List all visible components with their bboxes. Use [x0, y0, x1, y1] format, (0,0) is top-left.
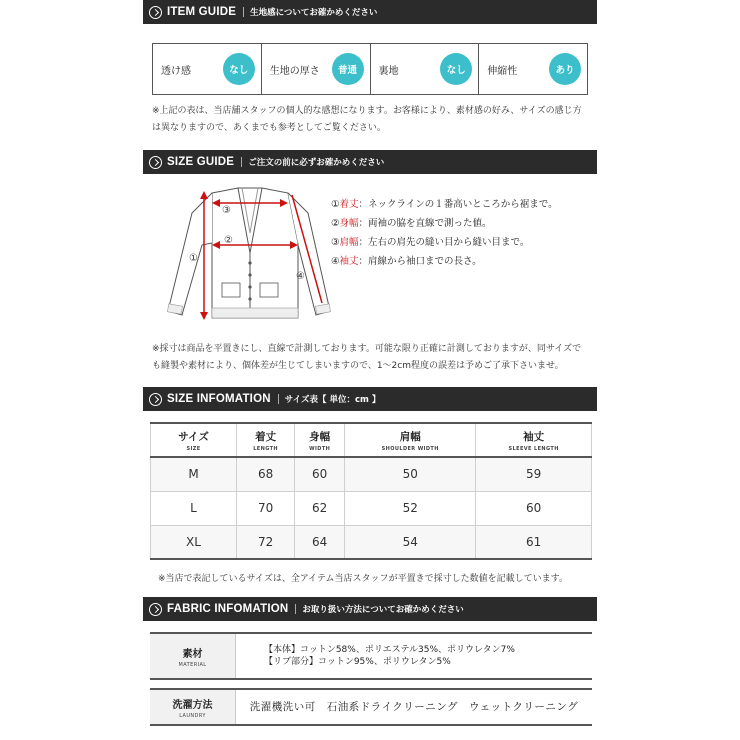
- header-shoulder: 肩幅 SHOULDER WIDTH: [345, 423, 476, 457]
- divider: [243, 7, 244, 17]
- table-cell: 60: [476, 491, 592, 525]
- size-table: [150, 422, 592, 560]
- header-length: 着丈 LENGTH: [237, 423, 295, 457]
- laundry-key: 洗濯方法 LAUNDRY: [150, 690, 236, 724]
- table-cell: 54: [345, 525, 476, 559]
- size-info-note: ※当店で表記しているサイズは、全アイテム当店スタッフが平置きで採寸した数値を記載しています。: [158, 574, 568, 584]
- table-cell: XL: [151, 525, 237, 559]
- guide-cell-lining: [371, 44, 480, 94]
- guide-cell-thickness: [262, 44, 371, 94]
- guide-badge: なし: [223, 53, 255, 85]
- guide-badge: 普通: [332, 53, 364, 85]
- marker-3: ③: [222, 205, 231, 216]
- item-guide-header: [143, 0, 597, 24]
- table-cell: L: [151, 491, 237, 525]
- size-guide-header: [143, 150, 597, 174]
- chevron-right-icon: [149, 156, 162, 169]
- material-key: 素材 MATERIAL: [150, 634, 236, 678]
- table-cell: 72: [237, 525, 295, 559]
- section-subtitle: ご注文の前に必ずお確かめください: [248, 158, 385, 168]
- chevron-right-icon: [149, 6, 162, 19]
- table-cell: 61: [476, 525, 592, 559]
- table-header-row: [151, 423, 592, 457]
- header-size: サイズ SIZE: [151, 423, 237, 457]
- note-line: ※採寸は商品を平置きにし、直線で計測しております。可能な限り正確に計測しておりますが、同サイズで: [152, 344, 582, 354]
- guide-label: 裏地: [378, 65, 399, 77]
- divider: [295, 604, 296, 614]
- header-sleeve: 袖丈 SLEEVE LENGTH: [476, 423, 592, 457]
- measurement-item: ②身幅：両袖の脇を直線で測った値。: [331, 218, 492, 229]
- marker-4: ④: [296, 271, 305, 282]
- fabric-info-header: [143, 597, 597, 621]
- guide-badge: なし: [440, 53, 472, 85]
- laundry-value: 洗濯機洗い可 石油系ドライクリーニング ウェットクリーニング: [249, 701, 579, 713]
- note-line: も縫製や素材により、個体差が生じてしまいますので、1〜2cm程度の誤差は予めご了承下さいませ。: [152, 361, 564, 371]
- guide-label: 生地の厚さ: [269, 65, 320, 77]
- section-subtitle: 生地感についてお確かめください: [250, 8, 378, 18]
- measurement-item: ③肩幅：左右の肩先の縫い目から縫い目まで。: [331, 237, 530, 248]
- material-row: [150, 632, 592, 680]
- section-subtitle: お取り扱い方法についてお確かめください: [302, 605, 464, 615]
- cardigan-illustration: [160, 183, 340, 333]
- divider: [241, 157, 242, 167]
- guide-cell-transparency: [153, 44, 262, 94]
- section-title: SIZE INFOMATION: [167, 393, 271, 405]
- measurement-item: ①着丈：ネックラインの１番高いところから裾まで。: [331, 199, 558, 210]
- table-cell: 59: [476, 457, 592, 491]
- table-cell: 68: [237, 457, 295, 491]
- table-row: [151, 525, 592, 559]
- chevron-right-icon: [149, 603, 162, 616]
- divider: [278, 394, 279, 404]
- item-guide-table: [152, 43, 588, 95]
- measurement-item: ④袖丈：肩線から袖口までの長さ。: [331, 256, 482, 267]
- header-width: 身幅 WIDTH: [295, 423, 345, 457]
- section-title: SIZE GUIDE: [167, 156, 235, 168]
- table-cell: 64: [295, 525, 345, 559]
- guide-cell-stretch: [479, 44, 587, 94]
- guide-label: 伸縮性: [487, 65, 518, 77]
- guide-badge: あり: [549, 53, 581, 85]
- marker-2: ②: [224, 235, 233, 246]
- table-cell: 70: [237, 491, 295, 525]
- table-cell: 62: [295, 491, 345, 525]
- size-guide-note: [152, 341, 592, 375]
- table-cell: 60: [295, 457, 345, 491]
- table-cell: M: [151, 457, 237, 491]
- chevron-right-icon: [149, 393, 162, 406]
- material-value: 【本体】コットン58%、ポリエステル35%、ポリウレタン7% 【リブ部分】コットン95%、ポリウレタン5%: [264, 645, 515, 667]
- measurement-list: [331, 195, 558, 271]
- table-cell: 52: [345, 491, 476, 525]
- guide-label: 透け感: [161, 65, 191, 77]
- table-row: [151, 457, 592, 491]
- table-row: [151, 491, 592, 525]
- section-title: FABRIC INFOMATION: [167, 603, 289, 615]
- note-line: ※上記の表は、当店舗スタッフの個人的な感想になります。お客様により、素材感の好み、サイズの感じ方: [152, 106, 582, 116]
- marker-1: ①: [189, 253, 198, 264]
- section-title: ITEM GUIDE: [167, 6, 237, 18]
- laundry-row: [150, 688, 592, 726]
- note-line: は異なりますので、あくまでも参考としてご覧ください。: [152, 123, 386, 133]
- size-info-header: [143, 387, 597, 411]
- table-cell: 50: [345, 457, 476, 491]
- item-guide-note: [152, 103, 592, 137]
- section-subtitle: サイズ表【 単位：cm 】: [284, 395, 381, 405]
